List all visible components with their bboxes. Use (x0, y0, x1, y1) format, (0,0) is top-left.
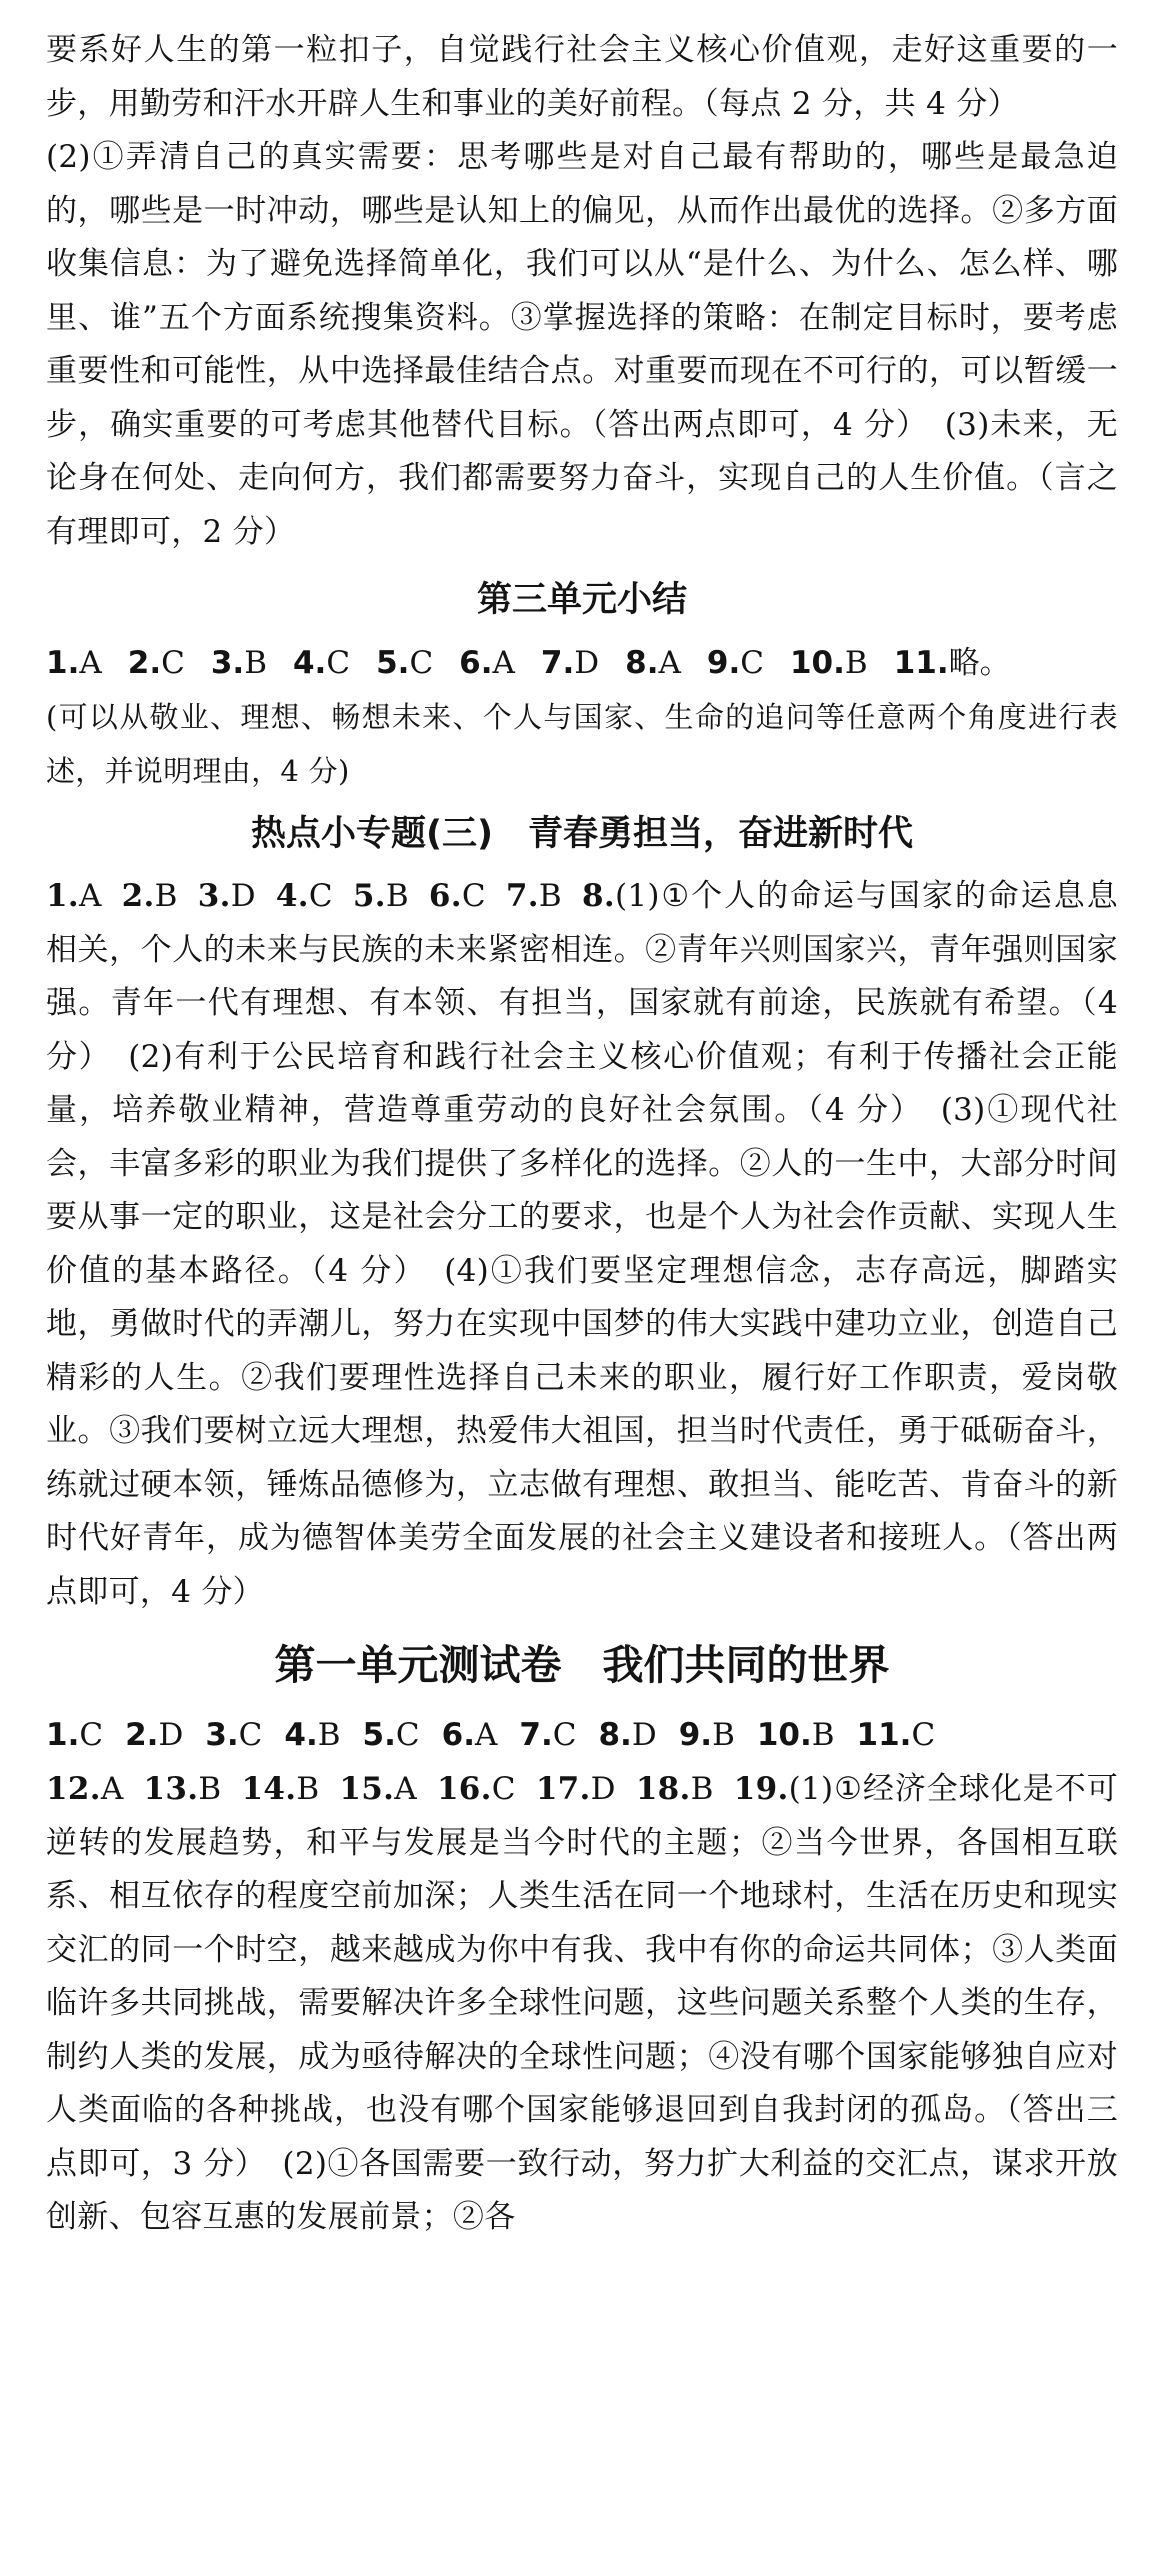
answer-item (284, 1717, 340, 1753)
answer-item (519, 1717, 576, 1753)
answer-number: 15. (339, 1771, 395, 1807)
answer-item (541, 645, 599, 681)
answer-choice: A (492, 645, 515, 681)
answer-item (757, 1717, 835, 1753)
answer-choice: A (475, 1717, 498, 1753)
answer-choice: A (100, 1771, 124, 1807)
answer-number: 11. (856, 1717, 912, 1753)
answer-row-unit1-a (46, 1707, 1118, 1763)
answer-number: 7. (519, 1717, 553, 1753)
question-8-answer: (1)①个人的命运与国家的命运息息相关，个人的未来与民族的未来紧密相连。②青年兴则国家兴，青年强则国家强。青年一代有理想、有本领、有担当，国家就有前途，民族就有希望。（4 分） (2)有利于公民培育和践行社会主义核心价值观；有利于传播社会正能量，培养敬业精神，营造尊重劳动的良好社会氛围。（4 分） (3)①现代社会，丰富多彩的职业为我们提供了多样化的选择。②人的一生中，大部分时间要从事一定的职业，这是社会分工的要求，也是个人为社会作贡献、实现人生价值的基本路径。（4 分） (4)①我们要坚定理想信念，志存高远，脚踏实地，勇做时代的弄潮儿，努力在实现中国梦的伟大实践中建功立业，创造自己精彩的人生。②我们要理性选择自己未来的职业，履行好工作职责，爱岗敬业。③我们要树立远大理想，热爱伟大祖国，担当时代责任，勇于砥砺奋斗，练就过硬本领，锤炼品德修为，立志做有理想、敢担当、能吃苦、肯奋斗的新时代好青年，成为德智体美劳全面发展的社会主义建设者和接班人。（答出两点即可，4 分） (46, 878, 1118, 1610)
section-title-unit1-test: 第一单元测试卷 我们共同的世界 (274, 1641, 890, 1689)
question-number-8: 8. (581, 878, 615, 914)
answer-block-hot-topic (46, 870, 1118, 1619)
answer-number: 4. (284, 1717, 318, 1753)
answer-choice: C (491, 1771, 516, 1807)
answer-number: 14. (241, 1771, 297, 1807)
answer-number: 7. (505, 878, 539, 914)
answer-item (857, 1717, 936, 1753)
answer-choice: C (238, 1717, 263, 1753)
answer-note-unit3: (可以从敬业、理想、畅想未来、个人与国家、生命的追问等任意两个角度进行表述，并说明理由，4 分) (46, 700, 1118, 788)
answer-row-unit3 (46, 635, 1118, 691)
answer-choice: C (552, 1717, 577, 1753)
answer-number: 17. (535, 1771, 591, 1807)
answer-item (122, 878, 178, 914)
answer-choice: B (154, 878, 178, 914)
answer-choice: C (740, 645, 764, 681)
answer-number: 1. (46, 645, 80, 681)
answer-choice: B (538, 878, 562, 914)
answer-number: 2. (121, 878, 155, 914)
answer-item (198, 878, 256, 914)
answer-number: 1. (46, 878, 79, 914)
answer-number: 11. (893, 645, 949, 681)
answer-choice: D (590, 1771, 616, 1807)
answer-choice: C (409, 645, 434, 681)
answer-number: 4. (275, 878, 309, 914)
answer-item (293, 645, 350, 681)
paragraph-continued: 要系好人生的第一粒扣子，自觉践行社会主义核心价值观，走好这重要的一步，用勤劳和汗水开辟人生和事业的美好前程。（每点 2 分，共 4 分） (46, 32, 1118, 122)
answer-choice: C (326, 645, 351, 681)
answer-choice: B (385, 878, 409, 914)
answer-item (376, 645, 433, 681)
answer-item (707, 645, 764, 681)
answer-item (276, 878, 333, 914)
answer-choice: C (161, 645, 185, 681)
answer-number: 2. (125, 1717, 159, 1753)
section-title-hot-topic: 热点小专题(三) 青春勇担当，奋进新时代 (251, 814, 913, 854)
answer-number: 8. (625, 645, 659, 681)
answer-number: 2. (127, 645, 162, 681)
answer-choice: C (79, 1717, 104, 1753)
answer-number: 10. (756, 1717, 812, 1753)
answer-choice: C (308, 878, 333, 914)
answer-item (128, 645, 185, 681)
answer-item (536, 1771, 616, 1807)
answer-item (353, 878, 409, 914)
answer-number: 18. (635, 1771, 691, 1807)
answer-item (429, 878, 486, 914)
answer-choice: B (811, 1717, 835, 1753)
answer-choice: D (230, 878, 256, 914)
answer-item (437, 1771, 516, 1807)
answer-number: 9. (678, 1717, 713, 1753)
answer-number: 6. (459, 645, 493, 681)
answer-choices-unit1-b (46, 1771, 734, 1807)
answer-item (679, 1717, 735, 1753)
answer-number: 5. (362, 1717, 396, 1753)
answer-choice: A (78, 878, 102, 914)
answer-block-unit1-b (46, 1763, 1118, 2245)
answer-item (125, 1717, 183, 1753)
answer-choice: B (296, 1771, 320, 1807)
answer-item (46, 645, 102, 681)
paragraph-q2-q3: (2)①弄清自己的真实需要：思考哪些是对自己最有帮助的，哪些是最急迫的，哪些是一时冲动，哪些是认知上的偏见，从而作出最优的选择。②多方面收集信息：为了避免选择简单化，我们可以从“是什么、为什么、怎么样、哪里、谁”五个方面系统搜集资料。③掌握选择的策略：在制定目标时，要考虑重要性和可能性，从中选择最佳结合点。对重要而现在不可行的，可以暂缓一步，确实重要的可考虑其他替代目标。（答出两点即可，4 分） (3)未来，无论身在何处、走向何方，我们都需要努力奋斗，实现自己的人生价值。（言之有理即可，2 分） (46, 139, 1118, 550)
answer-item (241, 1771, 319, 1807)
answer-choice: D (158, 1717, 184, 1753)
answer-item (459, 645, 515, 681)
answer-choice: C (461, 878, 486, 914)
answer-choice: 略。 (948, 645, 1011, 681)
answer-number: 16. (436, 1771, 492, 1807)
answer-number: 9. (706, 645, 741, 681)
answer-item (339, 1771, 417, 1807)
answer-number: 10. (789, 645, 845, 681)
answer-choices-hot-topic (46, 878, 582, 914)
answer-item (442, 1717, 498, 1753)
answer-choice: B (198, 1771, 222, 1807)
answer-number: 5. (376, 645, 410, 681)
answer-item (506, 878, 562, 914)
answer-item (598, 1717, 656, 1753)
answer-item (46, 1771, 124, 1807)
answer-choice: B (712, 1717, 735, 1753)
answer-choice: B (317, 1717, 341, 1753)
answer-choice: D (631, 1717, 657, 1753)
answer-item (625, 645, 681, 681)
answer-choice: A (658, 645, 681, 681)
answer-number: 5. (352, 878, 386, 914)
answer-item (636, 1771, 714, 1807)
answer-number: 3. (210, 645, 245, 681)
answer-item (894, 645, 1011, 681)
answer-item (363, 1717, 420, 1753)
answer-item (46, 878, 102, 914)
answer-number: 7. (540, 645, 575, 681)
answer-number: 13. (143, 1771, 199, 1807)
answer-number: 12. (46, 1771, 101, 1807)
answer-choice: B (244, 645, 267, 681)
question-19-answer: (1)①经济全球化是不可逆转的发展趋势，和平与发展是当今时代的主题；②当今世界，各国相互联系、相互依存的程度空前加深；人类生活在同一个地球村，生活在历史和现实交汇的同一个时空，越来越成为你中有我、我中有你的命运共同体；③人类面临许多共同挑战，需要解决许多全球性问题，这些问题关系整个人类的生存，制约人类的发展，成为亟待解决的全球性问题；④没有哪个国家能够独自应对人类面临的各种挑战，也没有哪个国家能够退回到自我封闭的孤岛。（答出三点即可，3 分） (2)①各国需要一致行动，努力扩大利益的交汇点，谋求开放创新、包容互惠的发展前景；②各 (46, 1771, 1118, 2235)
answer-choice: A (394, 1771, 417, 1807)
answer-number: 3. (197, 878, 231, 914)
answer-choice: C (911, 1717, 936, 1753)
answer-number: 1. (46, 1717, 80, 1753)
answer-choice: B (844, 645, 868, 681)
answer-choice: C (395, 1717, 420, 1753)
answer-number: 6. (441, 1717, 475, 1753)
answer-choice: D (574, 645, 600, 681)
section-title-unit3-summary: 第三单元小结 (476, 580, 687, 620)
answer-item (144, 1771, 222, 1807)
answer-choice: B (690, 1771, 714, 1807)
answer-number: 6. (428, 878, 462, 914)
answer-choice: A (79, 645, 102, 681)
answer-number: 3. (205, 1717, 239, 1753)
answer-number: 8. (598, 1717, 632, 1753)
answer-item (790, 645, 868, 681)
answer-number: 4. (292, 645, 327, 681)
answer-item (211, 645, 267, 681)
question-number-19: 19. (733, 1771, 789, 1807)
answer-item (205, 1717, 262, 1753)
answer-item (46, 1717, 103, 1753)
